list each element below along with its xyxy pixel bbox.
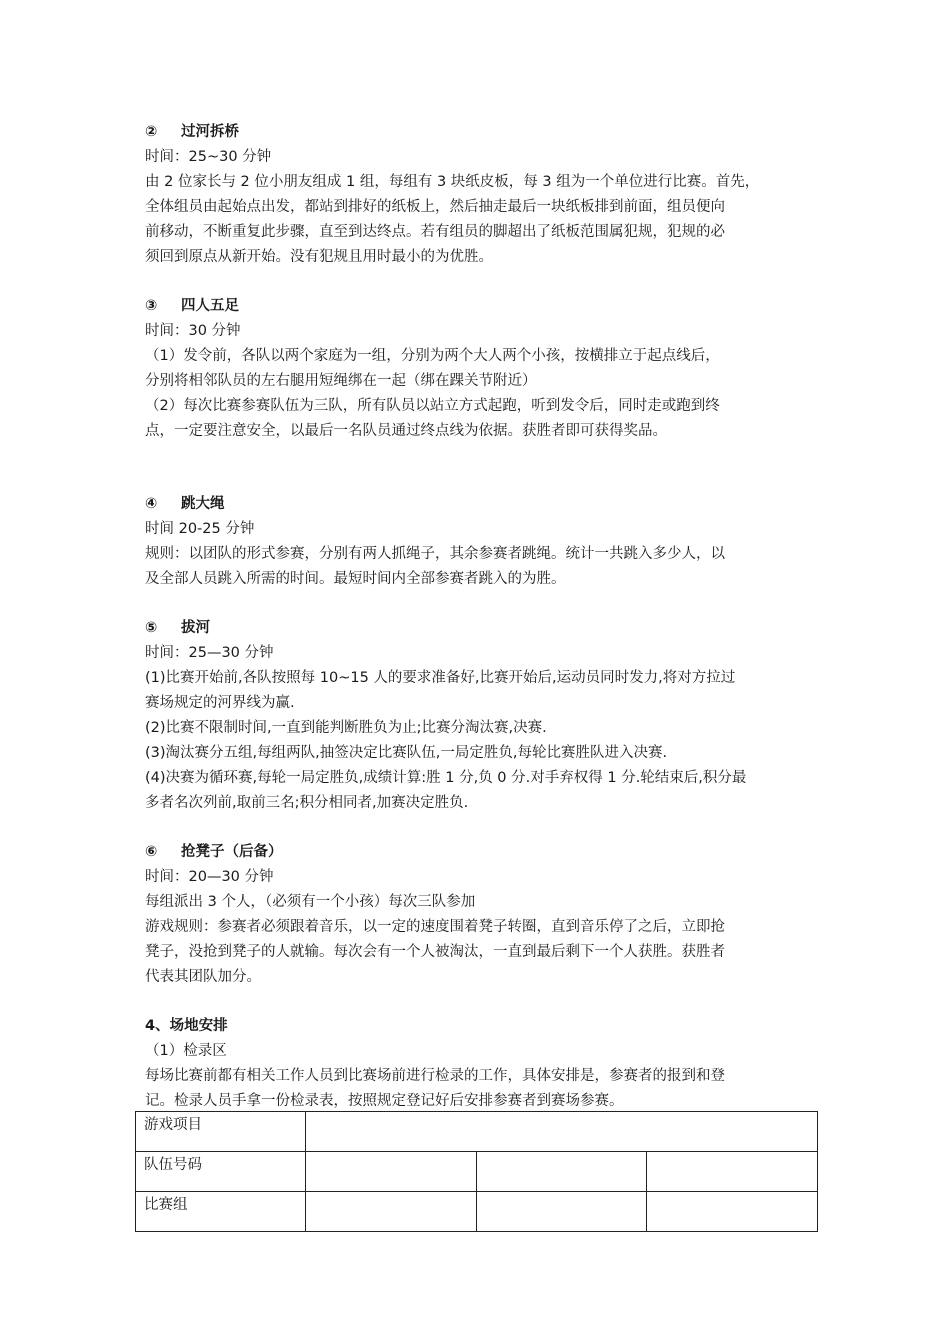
- section-2-body-line: 由 2 位家长与 2 位小朋友组成 1 组，每组有 3 块纸皮板，每 3 组为一个单位进行比赛。首先，: [145, 174, 760, 190]
- table-row-label: 游戏项目: [136, 1112, 306, 1152]
- section-4-heading: [145, 492, 810, 517]
- table-cell-empty[interactable]: [476, 1152, 647, 1192]
- section-6-body-line: 游戏规则：参赛者必须跟着音乐，以一定的速度围着凳子转圈，直到音乐停了之后，立即抢: [145, 919, 725, 935]
- check-in-table: [135, 1111, 818, 1232]
- section-5-heading: [145, 616, 810, 641]
- section-2-body-line: 前移动，不断重复此步骤，直至到达终点。若有组员的脚超出了纸板范围属犯规，犯规的必: [145, 224, 725, 240]
- section-4-title: 跳大绳: [181, 496, 225, 512]
- section-5-number: ⑤: [145, 620, 158, 636]
- section-2-title: 过河拆桥: [181, 124, 239, 140]
- table-cell-empty[interactable]: [306, 1192, 477, 1232]
- section-5-body-line: (1)比赛开始前,各队按照每 10~15 人的要求准备好,比赛开始后,运动员同时发力,将对方拉过: [145, 670, 736, 686]
- venue-body-line: 每场比赛前都有相关工作人员到比赛场前进行检录的工作，具体安排是，参赛者的报到和登: [145, 1068, 725, 1084]
- section-5-body-line: 多者名次列前,取前三名;积分相同者,加赛决定胜负.: [145, 795, 469, 811]
- section-6-heading: [145, 840, 810, 865]
- section-6-time: 时间：20—30 分钟: [145, 869, 274, 885]
- section-3-body-line: （2）每次比赛参赛队伍为三队，所有队员以站立方式起跑，听到发令后，同时走或跑到终: [145, 398, 720, 414]
- section-2-heading: [145, 120, 810, 145]
- table-cell-empty[interactable]: [306, 1152, 477, 1192]
- section-3-heading: [145, 294, 810, 319]
- section-5-title: 拔河: [181, 620, 210, 636]
- section-2-body-line: 须回到原点从新开始。没有犯规且用时最小的为优胜。: [145, 249, 493, 265]
- section-3-time: 时间：30 分钟: [145, 323, 241, 339]
- section-6-number: ⑥: [145, 844, 158, 860]
- section-2-number: ②: [145, 124, 158, 140]
- document-page: [145, 120, 810, 1114]
- section-3-title: 四人五足: [181, 298, 239, 314]
- table-row-label: 队伍号码: [136, 1152, 306, 1192]
- section-4-number: ④: [145, 496, 158, 512]
- section-6-body-line: 凳子，没抢到凳子的人就输。每次会有一个人被淘汰，一直到最后剩下一个人获胜。获胜者: [145, 944, 725, 960]
- table-cell-empty[interactable]: [647, 1192, 818, 1232]
- section-2-body-line: 全体组员由起始点出发，都站到排好的纸板上，然后抽走最后一块纸板排到前面，组员便向: [145, 199, 725, 215]
- section-4-body-line: 及全部人员跳入所需的时间。最短时间内全部参赛者跳入的为胜。: [145, 571, 566, 587]
- section-4-time: 时间 20-25 分钟: [145, 521, 255, 537]
- section-5-body-line: (2)比赛不限制时间,一直到能判断胜负为止;比赛分淘汰赛,决赛.: [145, 720, 547, 736]
- table-cell-empty[interactable]: [647, 1152, 818, 1192]
- table-row: [136, 1192, 818, 1232]
- section-3-body-line: 分别将相邻队员的左右腿用短绳绑在一起（绑在踝关节附近）: [145, 373, 537, 389]
- table-row-label: 比赛组: [136, 1192, 306, 1232]
- section-5-body-line: (3)淘汰赛分五组,每组两队,抽签决定比赛队伍,一局定胜负,每轮比赛胜队进入决赛.: [145, 745, 668, 761]
- venue-subheading: （1）检录区: [145, 1043, 227, 1059]
- section-5-body-line: 赛场规定的河界线为赢.: [145, 695, 295, 711]
- table-cell-empty[interactable]: [306, 1112, 818, 1152]
- section-6-title: 抢凳子（后备）: [181, 844, 283, 860]
- section-4-body-line: 规则：以团队的形式参赛，分别有两人抓绳子，其余参赛者跳绳。统计一共跳入多少人，以: [145, 546, 725, 562]
- section-2-time: 时间：25~30 分钟: [145, 149, 272, 165]
- section-3-body-line: 点，一定要注意安全，以最后一名队员通过终点线为依据。获胜者即可获得奖品。: [145, 423, 667, 439]
- table-cell-empty[interactable]: [476, 1192, 647, 1232]
- section-6-body-line: 每组派出 3 个人，（必须有一个小孩）每次三队参加: [145, 894, 476, 910]
- section-3-number: ③: [145, 298, 158, 314]
- section-6-body-line: 代表其团队加分。: [145, 969, 261, 985]
- section-3-body-line: （1）发令前，各队以两个家庭为一组，分别为两个大人两个小孩，按横排立于起点线后，: [145, 348, 720, 364]
- section-5-time: 时间：25—30 分钟: [145, 645, 274, 661]
- table-row: [136, 1112, 818, 1152]
- section-5-body-line: (4)决赛为循环赛,每轮一局定胜负,成绩计算:胜 1 分,负 0 分.对手弃权得 1 分.轮结束后,积分最: [145, 770, 747, 786]
- venue-body-line: 记。检录人员手拿一份检录表，按照规定登记好后安排参赛者到赛场参赛。: [145, 1093, 624, 1109]
- table-row: [136, 1152, 818, 1192]
- venue-heading: 4、场地安排: [145, 1018, 228, 1034]
